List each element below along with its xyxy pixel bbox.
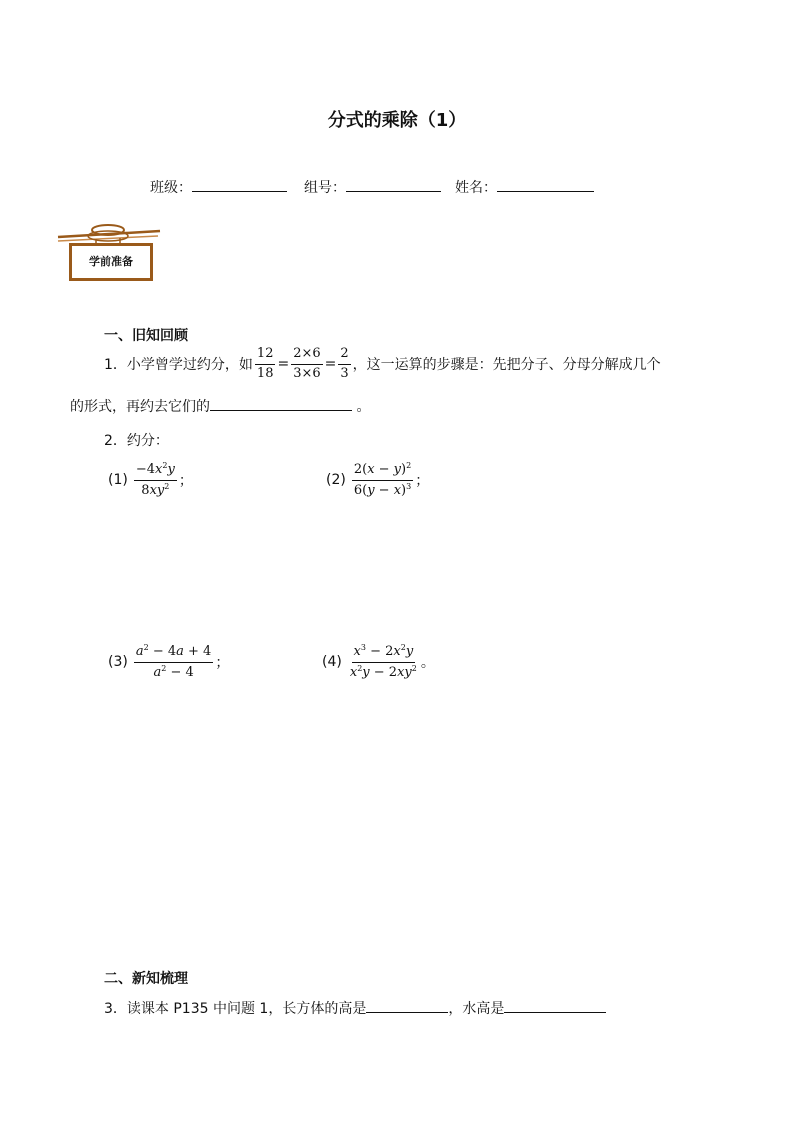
q1-blank: [210, 396, 352, 411]
q2-item4-denominator: $x^2y - 2xy^2$: [349, 663, 417, 680]
q2-item1-num: (1): [108, 472, 128, 488]
class-label: 班级：: [150, 180, 192, 196]
q3-blank1: [366, 998, 448, 1013]
q2-item2-numerator: $2(x - y)^2$: [352, 461, 413, 480]
q3-part1: 3．读课本 P135 中问题 1，长方体的高是: [104, 1001, 367, 1017]
q1-frac-a-num: 12: [255, 346, 276, 364]
q3-part2: ，水高是: [448, 1001, 505, 1017]
q1-frac-c-num: 2: [338, 346, 350, 364]
q1-line2-text: 的形式，再约去它们的: [70, 399, 210, 415]
q1-suffix: ，这一运算的步骤是：先把分子、分母分解成几个: [352, 357, 661, 373]
q2-item3-sep: ；: [215, 655, 230, 671]
q2-item3-denominator: $a^2 - 4$: [153, 663, 194, 680]
q2-item2: [326, 458, 429, 502]
name-label: 姓名：: [455, 180, 497, 196]
q2-item1: [108, 458, 193, 502]
group-field: [304, 177, 441, 197]
q1-frac-a-den: 18: [256, 365, 274, 381]
q2-item1-sep: ；: [178, 473, 193, 489]
q1-frac-c-den: 3: [340, 365, 349, 381]
class-blank: [192, 177, 287, 192]
q2-item1-numerator: $-4x^2y$: [134, 461, 177, 480]
q2-item2-frac: [352, 461, 413, 499]
q2-item4-numerator: $x^3 - 2x^2y$: [352, 643, 416, 662]
q1-frac-a: [255, 346, 276, 382]
q1-line2-end: 。: [356, 399, 371, 415]
badge-label: 学前准备: [69, 243, 153, 281]
q1-line2: [70, 396, 370, 416]
q3-line: [104, 998, 606, 1018]
q1-frac-b-den: 3×6: [293, 365, 321, 381]
q2-item3-frac: [134, 643, 213, 681]
q2-item2-denominator: $6(y - x)^3$: [353, 481, 412, 498]
prep-badge: [56, 221, 162, 285]
q2-item3-numerator: $a^2 - 4a + 4$: [134, 643, 213, 662]
name-blank: [497, 177, 594, 192]
q2-item3-num: (3): [108, 654, 128, 670]
q1-frac-b: [291, 346, 322, 382]
q2-item2-sep: ；: [415, 473, 430, 489]
page-title: 分式的乘除（1）: [327, 110, 467, 131]
q2-item1-frac: [134, 461, 177, 499]
q3-blank2: [504, 998, 606, 1013]
class-field: [150, 177, 287, 197]
q1-prefix: 1．小学曾学过约分，如: [104, 357, 253, 373]
q1-line1: [104, 344, 661, 384]
q2-item4-frac: [348, 643, 419, 681]
q2-item4-num: (4): [322, 654, 342, 670]
q1-eq2: =: [324, 356, 337, 372]
q2-item4: [322, 640, 435, 684]
q2-item1-denominator: $8xy^2$: [141, 481, 170, 498]
q1-frac-c: [338, 346, 350, 382]
q1-frac-b-num: 2×6: [291, 346, 322, 364]
section1-heading: 一、旧知回顾: [104, 328, 188, 344]
group-blank: [346, 177, 441, 192]
q2-item4-sep: 。: [420, 655, 435, 671]
q2-item2-num: (2): [326, 472, 346, 488]
q1-eq1: =: [277, 356, 290, 372]
q2-item3: [108, 640, 229, 684]
name-field: [455, 177, 594, 197]
group-label: 组号：: [304, 180, 346, 196]
q2-label: 2．约分：: [104, 433, 169, 449]
section2-heading: 二、新知梳理: [104, 971, 188, 987]
